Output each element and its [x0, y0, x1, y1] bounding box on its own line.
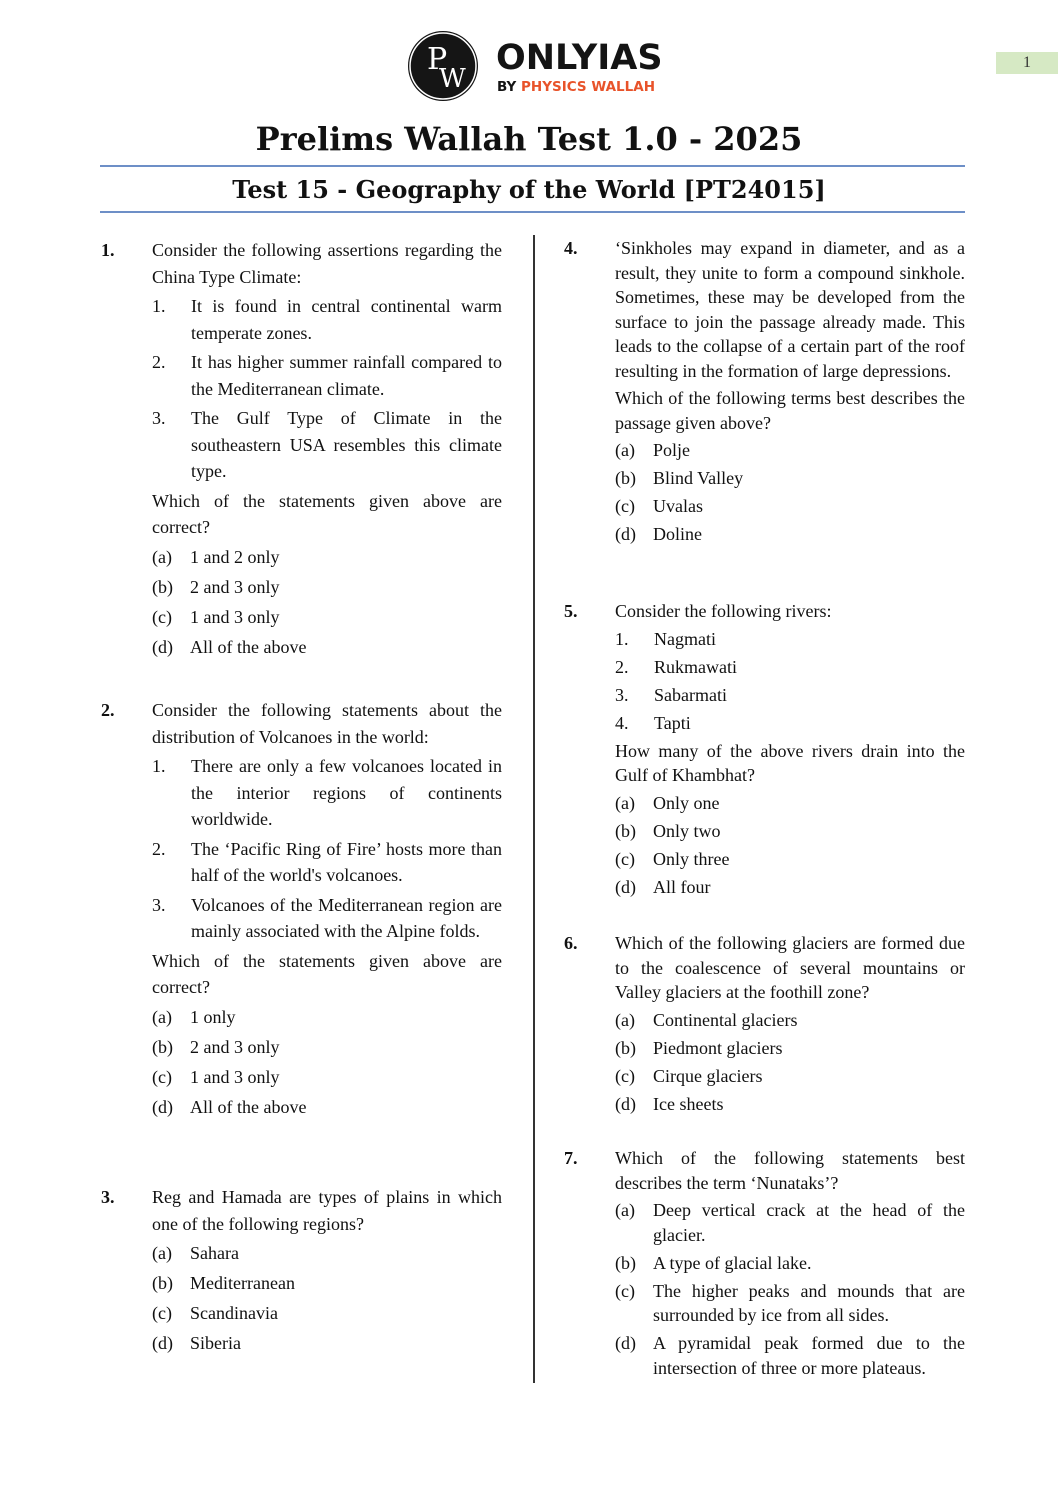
option-marker: (d) [152, 1096, 173, 1117]
answer-option[interactable] [615, 1092, 965, 1117]
option-marker: (a) [615, 792, 635, 813]
question-prompt: Which of the following terms best describes the passage given above? [615, 388, 965, 433]
answer-option[interactable] [615, 875, 965, 900]
option-text: 1 only [190, 1006, 236, 1027]
answer-option[interactable] [152, 604, 502, 631]
answer-option[interactable] [615, 1251, 965, 1276]
statement-marker: 3. [152, 894, 166, 915]
option-marker: (b) [615, 1252, 636, 1273]
answer-option[interactable] [615, 466, 965, 491]
svg-text:W: W [439, 64, 466, 94]
question-number: 6. [564, 933, 578, 953]
answer-option[interactable] [152, 1240, 502, 1267]
option-marker: (d) [615, 1093, 636, 1114]
byline-prefix: BY [497, 79, 517, 95]
question-stem: Reg and Hamada are types of plains in which one of the following regions? [152, 1187, 502, 1234]
question-stem: Consider the following rivers: [615, 601, 832, 621]
answer-option[interactable] [152, 1064, 502, 1091]
option-text: A pyramidal peak formed due to the intersection of three or more plateaus. [653, 1333, 965, 1378]
option-marker: (a) [615, 1009, 635, 1030]
answer-options [152, 544, 502, 661]
question-number: 7. [564, 1148, 578, 1168]
statement-marker: 1. [152, 756, 166, 776]
option-text: Piedmont glaciers [653, 1037, 783, 1058]
question-number: 3. [101, 1187, 115, 1207]
option-marker: (b) [615, 820, 636, 841]
statement-text: Nagmati [654, 628, 716, 649]
statement-text: It is found in central continental warm temperate zones. [191, 296, 502, 343]
statement-marker: 2. [615, 656, 629, 677]
option-marker: (a) [615, 1200, 635, 1220]
onlyias-logo [408, 31, 668, 101]
question-stem: Consider the following statements about the distribution of Volcanoes in the world: [152, 700, 502, 747]
statement-marker: 1. [615, 628, 629, 649]
option-marker: (d) [615, 1333, 636, 1353]
question-body [152, 1184, 502, 1360]
answer-options [615, 1198, 965, 1380]
statement-text: Rukmawati [654, 656, 737, 677]
answer-option[interactable] [615, 1064, 965, 1089]
option-marker: (d) [615, 876, 636, 897]
option-marker: (a) [615, 440, 635, 460]
answer-option[interactable] [152, 1300, 502, 1327]
statement-list [152, 293, 502, 485]
option-text: A type of glacial lake. [653, 1252, 812, 1273]
question-number: 4. [564, 238, 578, 258]
statement-marker: 1. [152, 296, 166, 316]
answer-options [615, 791, 965, 900]
answer-options [152, 1004, 502, 1121]
option-text: Mediterranean [190, 1273, 295, 1293]
question-prompt: How many of the above rivers drain into the Gulf of Khambhat? [615, 740, 965, 785]
statement-text: Tapti [654, 712, 691, 733]
answer-option[interactable] [615, 522, 965, 547]
question-body [152, 697, 502, 1124]
option-text: Ice sheets [653, 1093, 724, 1114]
statement-item [615, 655, 965, 680]
option-text: 1 and 2 only [190, 546, 280, 567]
answer-option[interactable] [615, 1198, 965, 1247]
option-text: Continental glaciers [653, 1009, 798, 1030]
option-marker: (d) [615, 524, 636, 544]
answer-option[interactable] [152, 1270, 502, 1297]
question-body [615, 599, 965, 903]
option-text: Only two [653, 820, 721, 841]
svg-text:P: P [427, 42, 448, 77]
statement-list [152, 753, 502, 945]
option-text: The higher peaks and mounds that are surrounded by ice from all sides. [653, 1280, 965, 1325]
statement-marker: 3. [615, 684, 629, 705]
option-text: Only three [653, 848, 730, 869]
answer-option[interactable] [152, 544, 502, 571]
statement-text: Sabarmati [654, 684, 727, 705]
option-text: 1 and 3 only [190, 1066, 280, 1087]
statement-text: It has higher summer rainfall compared to the Mediterranean climate. [191, 352, 502, 399]
statement-text: The ‘Pacific Ring of Fire’ hosts more than half of the world's volcanoes. [191, 838, 502, 885]
option-text: Uvalas [653, 496, 703, 516]
option-marker: (c) [615, 496, 635, 516]
statement-text: The Gulf Type of Climate in the southeastern USA resembles this climate type. [191, 408, 502, 481]
option-marker: (b) [152, 576, 173, 597]
option-text: All four [653, 876, 711, 897]
option-text: Polje [653, 440, 691, 460]
column-divider [533, 235, 535, 1383]
option-marker: (c) [152, 606, 172, 627]
option-text: 2 and 3 only [190, 576, 280, 597]
question-number: 5. [564, 601, 578, 621]
statement-item [152, 753, 502, 833]
option-marker: (a) [152, 546, 172, 567]
statement-marker: 3. [152, 408, 166, 428]
statement-item [615, 683, 965, 708]
brand-name: ONLYIAS [496, 38, 663, 78]
option-text: Blind Valley [653, 468, 744, 488]
question-prompt: Which of the statements given above are correct? [152, 950, 502, 997]
question-body [615, 236, 965, 550]
question-prompt: Which of the statements given above are correct? [152, 490, 502, 537]
answer-option[interactable] [615, 1008, 965, 1033]
statement-marker: 4. [615, 712, 629, 733]
statement-item [152, 892, 502, 945]
option-marker: (b) [615, 1037, 636, 1058]
answer-options [615, 438, 965, 547]
option-marker: (c) [152, 1066, 172, 1087]
option-marker: (a) [152, 1243, 172, 1263]
page-number: 1 [996, 52, 1058, 74]
answer-option[interactable] [152, 574, 502, 601]
question-stem: Which of the following glaciers are formed due to the coalescence of several mountains or Valley glaciers at the foothill zone? [615, 933, 965, 1002]
statement-marker: 2. [152, 838, 166, 859]
question-body [152, 237, 502, 664]
answer-option[interactable] [615, 847, 965, 872]
statement-item [152, 836, 502, 889]
question-stem: Which of the following statements best describes the term ‘Nunataks’? [615, 1148, 965, 1193]
answer-option[interactable] [615, 438, 965, 463]
option-text: All of the above [190, 1096, 307, 1117]
brand-byline [497, 79, 655, 95]
statement-item [152, 349, 502, 402]
statement-marker: 2. [152, 352, 166, 372]
statement-item [152, 405, 502, 485]
statement-text: Volcanoes of the Mediterranean region are mainly associated with the Alpine folds. [191, 894, 502, 941]
option-marker: (d) [152, 636, 173, 657]
option-marker: (c) [615, 1065, 635, 1086]
option-marker: (c) [615, 848, 635, 869]
statement-item [615, 627, 965, 652]
answer-option[interactable] [615, 791, 965, 816]
answer-option[interactable] [615, 1279, 965, 1328]
statement-item [615, 711, 965, 736]
option-text: Deep vertical crack at the head of the glacier. [653, 1200, 965, 1245]
test-subtitle: Test 15 - Geography of the World [PT24015] [232, 175, 826, 204]
page-title: Prelims Wallah Test 1.0 - 2025 [255, 120, 803, 158]
answer-option[interactable] [615, 819, 965, 844]
pw-logo-icon [408, 31, 478, 101]
answer-option[interactable] [615, 1331, 965, 1380]
option-text: Cirque glaciers [653, 1065, 763, 1086]
statement-text: There are only a few volcanoes located in the interior regions of continents worldwide. [191, 756, 502, 829]
option-text: 1 and 3 only [190, 606, 280, 627]
option-text: Scandinavia [190, 1303, 278, 1323]
option-text: Doline [653, 524, 702, 544]
option-marker: (c) [615, 1280, 635, 1301]
title-rule [100, 165, 965, 167]
answer-option[interactable] [152, 634, 502, 661]
answer-option[interactable] [152, 1094, 502, 1121]
question-stem: ‘Sinkholes may expand in diameter, and as a result, they unite to form a compound sinkhole. Sometimes, these may be developed from the surface to join the passage already made. This leads to the collapse of a certain part of the roof resulting in the formation of large depressions. [615, 238, 965, 381]
answer-option[interactable] [152, 1034, 502, 1061]
option-text: All of the above [190, 636, 307, 657]
answer-option[interactable] [615, 494, 965, 519]
question-body [615, 931, 965, 1120]
option-marker: (b) [152, 1036, 173, 1057]
answer-option[interactable] [615, 1036, 965, 1061]
answer-option[interactable] [152, 1004, 502, 1031]
statement-item [152, 293, 502, 346]
question-number: 2. [101, 700, 115, 720]
option-marker: (a) [152, 1006, 172, 1027]
option-text: Siberia [190, 1333, 241, 1353]
option-marker: (d) [152, 1333, 173, 1353]
question-number: 1. [101, 240, 115, 260]
option-text: Only one [653, 792, 720, 813]
byline-name: PHYSICS WALLAH [521, 79, 656, 95]
answer-option[interactable] [152, 1330, 502, 1357]
option-text: 2 and 3 only [190, 1036, 280, 1057]
answer-options [615, 1008, 965, 1117]
question-body [615, 1146, 965, 1384]
answer-options [152, 1240, 502, 1357]
question-stem: Consider the following assertions regarding the China Type Climate: [152, 240, 502, 287]
option-marker: (c) [152, 1303, 172, 1323]
option-marker: (b) [152, 1273, 173, 1293]
statement-list [615, 627, 965, 736]
option-marker: (b) [615, 468, 636, 488]
subtitle-rule [100, 211, 965, 213]
option-text: Sahara [190, 1243, 239, 1263]
